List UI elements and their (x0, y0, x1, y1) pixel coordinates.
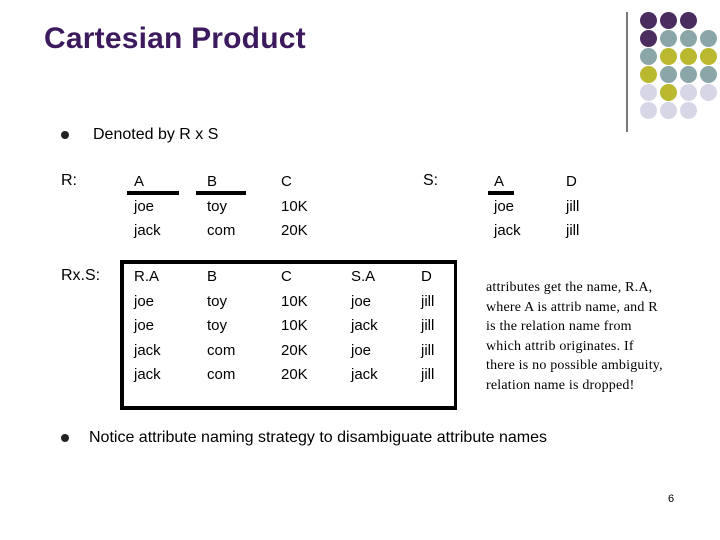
table-cell: toy (207, 197, 228, 215)
decorative-dot (660, 30, 677, 47)
table-cell: 10K (281, 292, 308, 310)
table-cell: 20K (281, 222, 308, 240)
table-cell: jill (421, 341, 435, 359)
table-header: D (566, 173, 577, 190)
table-cell: jack (494, 222, 521, 240)
decorative-dot (680, 30, 697, 47)
table-cell: joe (134, 292, 155, 310)
decorative-dot (680, 48, 697, 65)
decorative-dot (680, 84, 697, 101)
table-cell: jack (134, 341, 161, 359)
table-header: B (207, 268, 218, 285)
decorative-dot (640, 30, 657, 47)
table-cell: jack (351, 317, 378, 335)
decorative-dot (700, 66, 717, 83)
relation-s-table (494, 169, 606, 243)
bullet-icon (61, 434, 69, 442)
table-cell: 10K (281, 197, 308, 215)
decorative-dot (660, 84, 677, 101)
table-header: D (421, 268, 432, 285)
decorative-dot (660, 66, 677, 83)
relation-r-table (134, 169, 331, 243)
attribute-naming-note: attributes get the name, R.A, where A is attrib name, and R is the relation name from which attrib originates. If there is no possible ambiguity, relation name is dropped! (486, 280, 663, 393)
decorative-dot (640, 12, 657, 29)
table-header: A (494, 173, 505, 190)
table-cell: joe (351, 292, 372, 310)
table-cell: com (207, 222, 236, 240)
decorative-dot (640, 102, 657, 119)
decorative-dot (640, 48, 657, 65)
table-header: C (281, 268, 292, 285)
slide-title: Cartesian Product (44, 22, 306, 55)
table-header: B (207, 173, 218, 190)
relation-rxs-table (134, 264, 451, 387)
bullet-icon (61, 131, 69, 139)
decorative-dot (640, 84, 657, 101)
table-cell: joe (351, 341, 372, 359)
table-cell: jack (351, 366, 378, 384)
decorative-dot (640, 66, 657, 83)
decorative-dot (660, 102, 677, 119)
table-cell: 10K (281, 317, 308, 335)
table-cell: jill (421, 366, 435, 384)
decorative-dot (700, 48, 717, 65)
table-header: R.A (134, 268, 160, 285)
table-cell: jack (134, 222, 161, 240)
table-cell: 20K (281, 341, 308, 359)
divider-line (626, 12, 628, 132)
decorative-dot-grid (640, 12, 720, 122)
decorative-dot (660, 48, 677, 65)
table-cell: joe (134, 317, 155, 335)
decorative-dot (700, 84, 717, 101)
table-cell: com (207, 366, 236, 384)
decorative-dot (680, 12, 697, 29)
decorative-dot (700, 30, 717, 47)
relation-r-label: R: (61, 172, 77, 189)
table-cell: jill (421, 292, 435, 310)
table-cell: toy (207, 317, 228, 335)
decorative-dot (680, 102, 697, 119)
page-number: 6 (668, 493, 675, 505)
table-cell: jack (134, 366, 161, 384)
decorative-dot (660, 12, 677, 29)
bullet-text-notation: Denoted by R x S (93, 126, 219, 143)
table-header: S.A (351, 268, 376, 285)
table-header: C (281, 173, 292, 190)
table-cell: jill (421, 317, 435, 335)
table-cell: toy (207, 292, 228, 310)
table-cell: jill (566, 197, 580, 215)
relation-rxs-label: Rx.S: (61, 267, 101, 284)
relation-s-label: S: (423, 172, 439, 189)
table-cell: 20K (281, 366, 308, 384)
table-cell: joe (134, 197, 155, 215)
table-cell: joe (494, 197, 515, 215)
decorative-dot (680, 66, 697, 83)
table-header: A (134, 173, 145, 190)
table-cell: jill (566, 222, 580, 240)
table-cell: com (207, 341, 236, 359)
bullet-text-naming-strategy: Notice attribute naming strategy to disambiguate attribute names (89, 429, 548, 446)
